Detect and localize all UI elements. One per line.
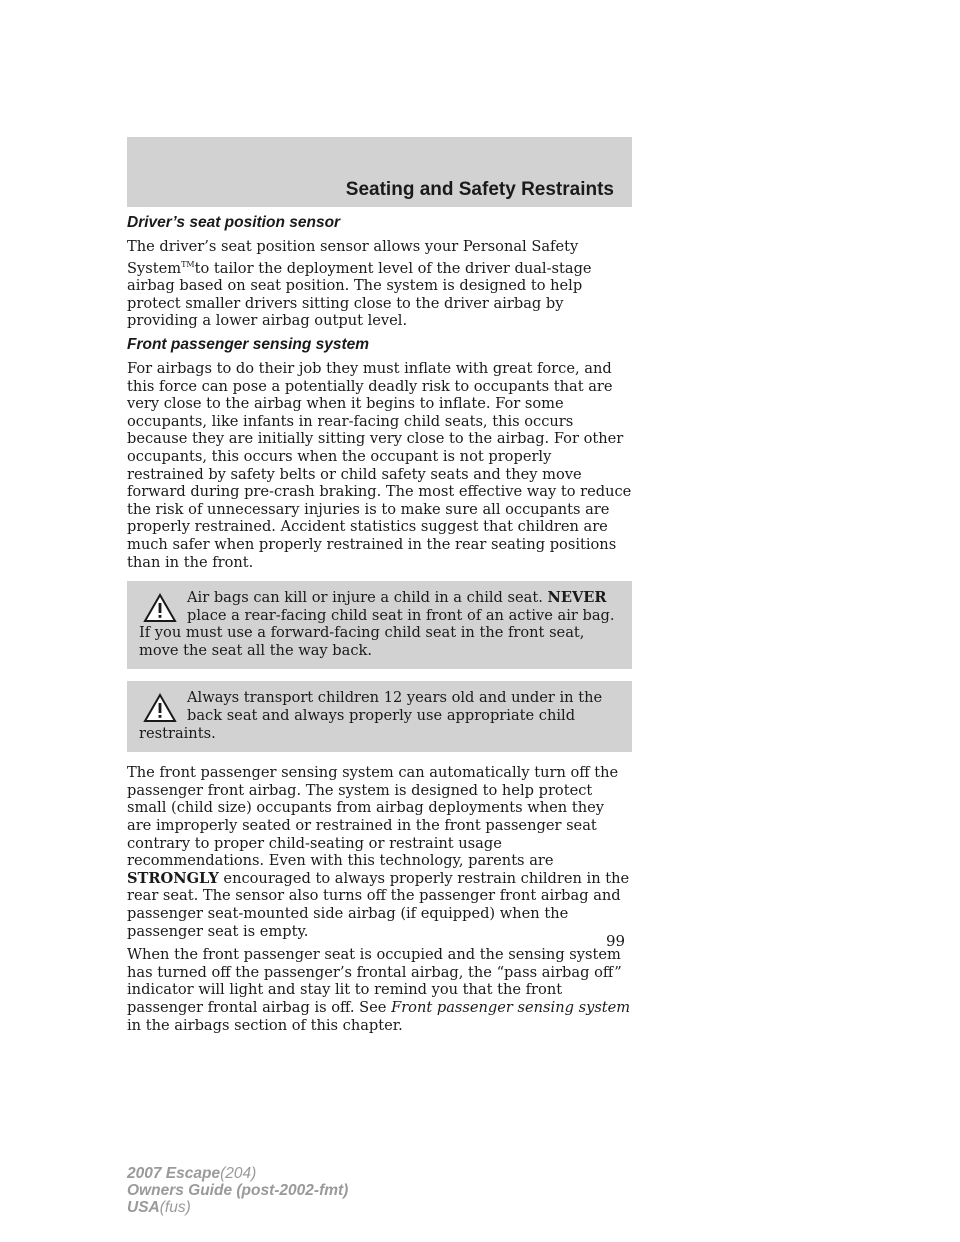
document-footer (127, 1165, 348, 1216)
footer-region-code: (fus) (159, 1199, 191, 1216)
chapter-title: Seating and Safety Restraints (345, 179, 614, 200)
warning-box-child-seat (127, 581, 632, 669)
cross-reference: Front passenger sensing system (391, 998, 631, 1016)
paragraph-text: in the airbags section of this chapter. (127, 1016, 403, 1034)
warning-text-part: Air bags can kill or injure a child in a child seat. (187, 589, 548, 607)
paragraph-sensing-system-details (127, 764, 632, 940)
section-heading-passenger-sensing: Front passenger sensing system (127, 335, 370, 353)
paragraph-emphasis: STRONGLY (127, 869, 219, 887)
paragraph-text: to tailor the deployment level of the driver dual-stage airbag based on seat position. The system is designed to help protect smaller drivers sitting close to the driver airbag by providing a lower airbag output level. (127, 259, 592, 330)
footer-line-region (127, 1199, 348, 1216)
footer-line-guide (127, 1182, 348, 1199)
warning-triangle-icon (143, 593, 177, 623)
paragraph-passenger-sensing: For airbags to do their job they must inflate with great force, and this force can pose a potentially deadly risk to occupants that are very close to the airbag when it begins to inflate. For some occupants, like infants in rear-facing child seats, this occurs because they are initially sitting very close to the airbag. For other occupants, this occurs when the occupant is not properly restrained by safety belts or child safety seats and they move forward during pre-crash braking. The most effective way to reduce the risk of unnecessary injuries is to make sure all occupants are properly restrained. Accident statistics suggest that children are much safer when properly restrained in the rear seating positions than in the front. (127, 359, 632, 571)
warning-text (139, 589, 620, 659)
warning-text-part: place a rear-facing child seat in front of an active air bag. If you must use a forward-facing child seat in the front seat, move the seat all the way back. (139, 606, 615, 659)
paragraph-text: The front passenger sensing system can automatically turn off the passenger front airbag. The system is designed to help protect small (child size) occupants from airbag deployments when they are improperly seated or restrained in the front passenger seat contrary to proper child-seating or restraint usage recommendations. Even with this technology, parents are (127, 764, 619, 870)
section-heading-driver-seat-sensor: Driver’s seat position sensor (127, 214, 341, 231)
footer-guide: Owners Guide (post-2002-fmt) (127, 1182, 349, 1199)
footer-model: 2007 Escape (127, 1165, 221, 1182)
warning-triangle-icon (143, 693, 177, 723)
footer-model-code: (204) (220, 1165, 257, 1182)
chapter-header-band (127, 137, 632, 207)
page-number: 99 (606, 932, 626, 950)
paragraph-text: encouraged to always properly restrain children in the rear seat. The sensor also turns off the passenger front airbag and passenger seat-mounted side airbag (if equipped) when the passenger seat is empty. (127, 869, 630, 940)
paragraph-pass-airbag-off (127, 946, 632, 1034)
paragraph-text: The driver’s seat position sensor allows your Personal Safety System (127, 238, 579, 277)
paragraph-driver-seat-sensor (127, 238, 632, 330)
trademark-mark: TM (181, 259, 195, 269)
paragraph-text: When the front passenger seat is occupied and the sensing system has turned off the passenger’s frontal airbag, the “pass airbag off” indicator will light and stay lit to remind you that the front passenger frontal airbag is off. See (127, 946, 622, 1016)
footer-region: USA (127, 1199, 160, 1216)
page-content (127, 214, 632, 1040)
footer-line-model (127, 1165, 348, 1182)
warning-emphasis: NEVER (547, 589, 607, 607)
warning-box-children-rear (127, 681, 632, 752)
warning-text: Always transport children 12 years old and under in the back seat and always properly use appropriate child restraints. (139, 689, 603, 742)
